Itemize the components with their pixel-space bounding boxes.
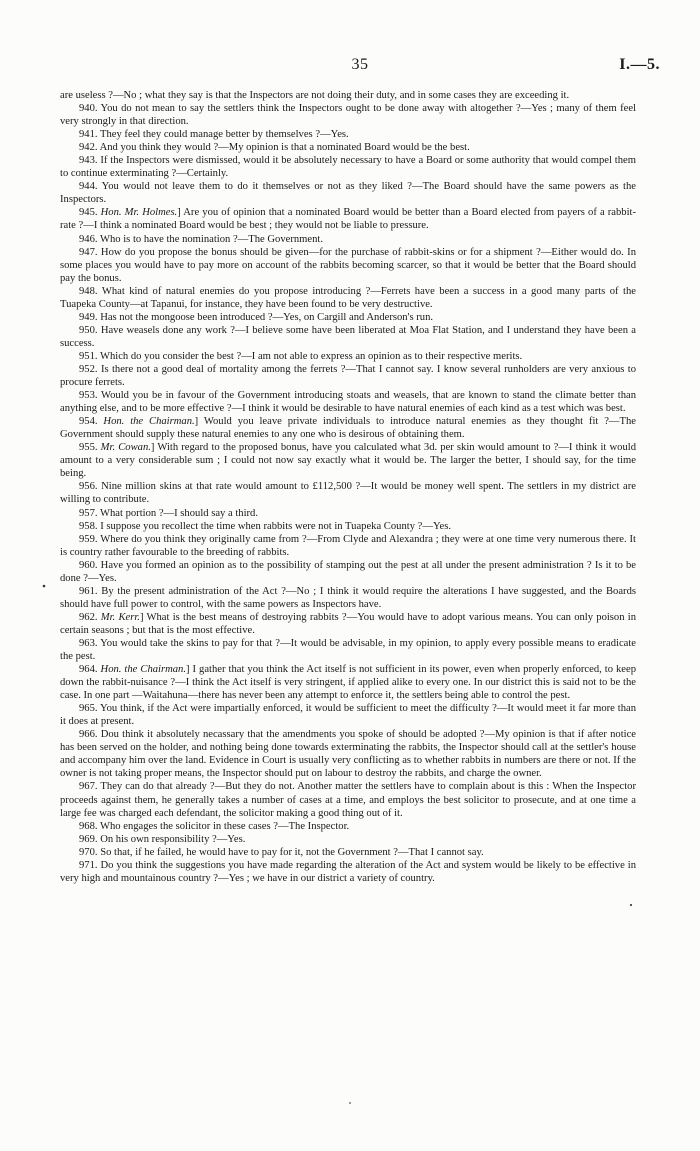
transcript-paragraph: 967. They can do that already ?—But they do not. Another matter the settlers have to complain about is this : When the Inspector proceeds against them, he generally takes a number of cases at a time, and employs the best solicitor to prosecute, and at one time a large fee was charged each defendant, the solicitor making a good thing out of it. (60, 781, 636, 819)
page-header (60, 56, 660, 76)
stray-mark (349, 1102, 351, 1104)
speaker-name: Hon. the Chairman. (100, 664, 186, 676)
transcript-paragraph: 969. On his own responsibility ?—Yes. (79, 833, 246, 845)
paragraph-text: ] What is the best means of destroying rabbits ?—You would have to adopt various means. You can only poison in certain seasons ; but that is the most effective. (60, 611, 637, 636)
paragraph-text: ] Are you of opinion that a nominated Board would be better than a Board elected from payers of a rabbit-rate ?—I think a nominated Board would be best ; they would not be liable to pressure. (60, 207, 637, 232)
speaker-name: Mr. Kerr. (100, 611, 140, 623)
transcript-paragraph: 956. Nine million skins at that rate would amount to £112,500 ?—It would be money well spent. The settlers in my district are willing to contribute. (60, 481, 636, 506)
paragraph-text: ] I gather that you think the Act itself is not sufficient in its power, even when properly enforced, to keep down the rabbit-nuisance ?—I think the Act itself is very stringent, if applied alike to every one. In our district this is said not to be the case. In one part —Waitahuna—there has never been any attempt to enforce it, the settlers being able to control the pest. (60, 664, 637, 702)
transcript-paragraph: 948. What kind of natural enemies do you propose introducing ?—Ferrets have been a success in a good many parts of the Tuapeka County—at Tapanui, for instance, they have been found to be very destructive. (60, 285, 636, 310)
transcript-paragraph: 958. I suppose you recollect the time when rabbits were not in Tuapeka County ?—Yes. (79, 520, 452, 532)
question-number: 945. (79, 207, 101, 219)
question-number: 955. (79, 442, 101, 454)
transcript-body (60, 89, 636, 885)
transcript-paragraph: 963. You would take the skins to pay for that ?—It would be advisable, in my opinion, to apply every possible means to eradicate the pest. (60, 637, 636, 663)
document-reference: I.—5. (619, 56, 660, 73)
stray-mark (43, 585, 46, 588)
question-number: 954. (79, 416, 104, 428)
transcript-paragraph: 953. Would you be in favour of the Government introducing stoats and weasels, that are known to stand the climate better than anything else, and to be more effective ?—I think it would be desirable to have natural enemies of each kind as a test which was best. (60, 390, 636, 415)
transcript-paragraph: 957. What portion ?—I should say a third. (79, 507, 258, 519)
paragraph-text: ] With regard to the proposed bonus, have you calculated what 3d. per skin would amount to ?—I think it would amount to a very considerable sum ; I could not now say exactly what it would be. The larger the better, I should say, for the time being. (60, 442, 636, 480)
transcript-paragraph: 959. Where do you think they originally came from ?—From Clyde and Alexandra ; they were at one time very numerous there. It is country rather favourable to the breeding of rabbits. (60, 533, 636, 558)
paragraph-text: ] Would you leave private individuals to introduce natural enemies as they thought fit ?—The Government should supply these natural enemies to any one who is desirous of obtaining them. (60, 416, 636, 441)
transcript-paragraph: 940. You do not mean to say the settlers think the Inspectors ought to be done away with altogether ?—Yes ; many of them feel very strongly in that direction. (60, 103, 636, 128)
transcript-paragraph: are useless ?—No ; what they say is that the Inspectors are not doing their duty, and in some cases they are exceeding it. (60, 90, 570, 101)
question-number: 964. (79, 664, 101, 676)
speaker-name: Mr. Cowan. (100, 442, 151, 454)
transcript-paragraph (60, 441, 636, 480)
transcript-paragraph (60, 611, 636, 637)
page-number: 35 (351, 56, 369, 73)
transcript-paragraph: 946. Who is to have the nomination ?—The Government. (79, 233, 323, 245)
transcript-paragraph: 942. And you think they would ?—My opinion is that a nominated Board would be the best. (79, 142, 470, 154)
transcript-paragraph: 966. Dou think it absolutely necassary that the amendments you spoke of should be adopted ?—My opinion is that if after notice has been served on the holder, and nothing being done towards exterminating the rabbits, the Inspector should call at the settler's house and accompany him over the land. Evidence in Court is usually very conflicting as to whether rabbits in numbers are there or not. If the owner is not taking proper means, the Inspector should put on labour to destroy the rabbits, and charge the owner. (60, 729, 636, 780)
transcript-paragraph: 944. You would not leave them to do it themselves or not as they liked ?—The Board should have the same powers as the Inspectors. (60, 181, 636, 206)
transcript-paragraph: 949. Has not the mongoose been introduced ?—Yes, on Cargill and Anderson's run. (79, 311, 434, 323)
transcript-paragraph: 971. Do you think the suggestions you have made regarding the alteration of the Act and system would be likely to be effective in very high and mountainous country ?—Yes ; we have in our district a variety of country. (60, 859, 636, 884)
transcript-paragraph: 970. So that, if he failed, he would have to pay for it, not the Government ?—That I cannot say. (79, 846, 484, 858)
transcript-paragraph (60, 415, 636, 441)
transcript-paragraph: 952. Is there not a good deal of mortality among the ferrets ?—That I cannot say. I know several runholders are very anxious to procure ferrets. (60, 363, 636, 389)
transcript-paragraph: 965. You think, if the Act were impartially enforced, it would be sufficient to meet the difficulty ?—It would meet it far more than it does at present. (60, 703, 636, 728)
question-number: 962. (79, 611, 101, 623)
stray-mark (630, 904, 632, 906)
transcript-paragraph: 943. If the Inspectors were dismissed, would it be absolutely necessary to have a Board or some authority that would compel them to continue exterminating ?—Certainly. (60, 155, 636, 180)
transcript-paragraph: 951. Which do you consider the best ?—I am not able to express an opinion as to their respective merits. (79, 350, 523, 362)
transcript-paragraph (60, 663, 636, 702)
transcript-paragraph: 961. By the present administration of the Act ?—No ; I think it would require the alterations I have suggested, and the Boards should have full power to control, with the same powers as Inspectors have. (60, 585, 636, 610)
transcript-paragraph: 960. Have you formed an opinion as to the possibility of stamping out the pest at all under the present administration ? Is it to be done ?—Yes. (60, 559, 636, 584)
transcript-paragraph (60, 206, 636, 232)
transcript-paragraph: 968. Who engages the solicitor in these cases ?—The Inspector. (79, 820, 350, 832)
transcript-paragraph: 947. How do you propose the bonus should be given—for the purchase of rabbit-skins or for a shipment ?—Either would do. In some places you would have to pay more on account of the rabbits becoming scarcer, so that it would be better that the Board should pay the bonus. (60, 246, 636, 284)
speaker-name: Hon. Mr. Holmes. (100, 207, 178, 219)
speaker-name: Hon. the Chairman. (103, 416, 195, 428)
transcript-paragraph: 950. Have weasels done any work ?—I believe some have been liberated at Moa Flat Station, and I understand they have been a success. (60, 324, 636, 349)
transcript-paragraph: 941. They feel they could manage better by themselves ?—Yes. (79, 129, 349, 141)
